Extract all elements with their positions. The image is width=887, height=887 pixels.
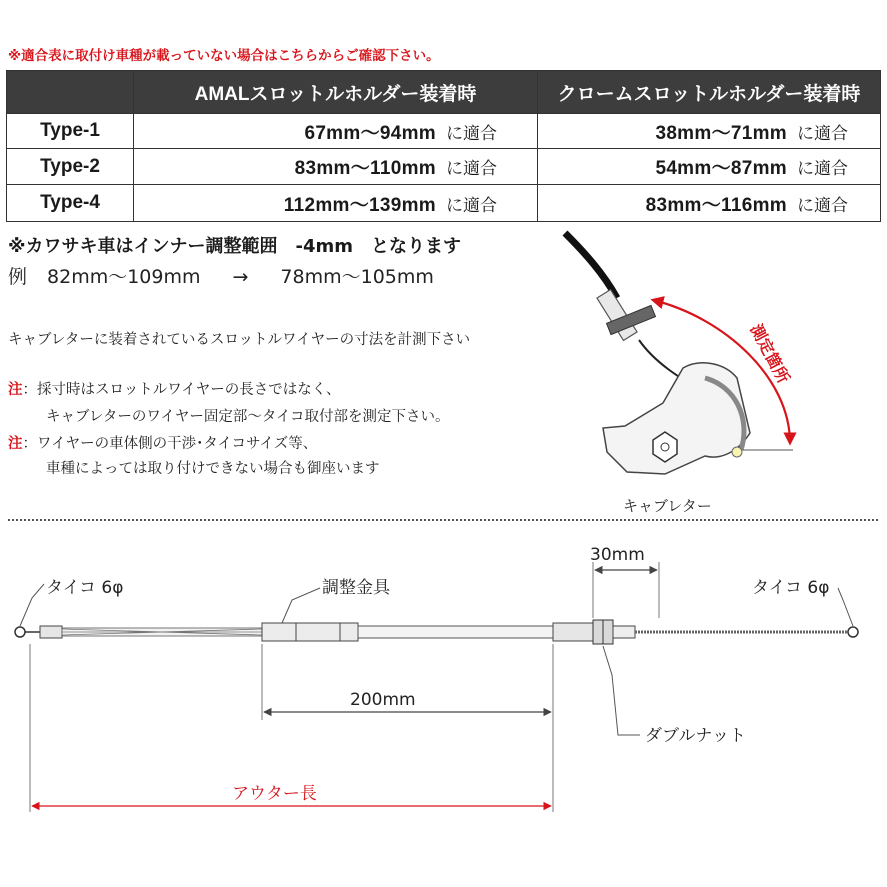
fit-label: に適合 bbox=[797, 159, 848, 178]
amal-cell bbox=[134, 185, 538, 222]
right-taiko-icon bbox=[848, 627, 858, 637]
fit-label: に適合 bbox=[446, 123, 497, 143]
table-header-amal: AMALスロットルホルダー装着時 bbox=[134, 71, 538, 114]
fit-label: に適合 bbox=[797, 123, 848, 143]
outer-tube bbox=[358, 626, 553, 638]
chrome-cell bbox=[538, 185, 881, 222]
double-nut-leader bbox=[603, 646, 640, 735]
measure-label: 測定箇所 bbox=[746, 320, 794, 387]
chrome-cell bbox=[538, 149, 881, 185]
note-text: ：ワイヤーの車体側の干渉･タイコサイズ等、 bbox=[22, 436, 318, 452]
note-1 bbox=[8, 378, 340, 399]
adjuster-leader bbox=[282, 588, 320, 623]
fit-label: に適合 bbox=[446, 195, 497, 215]
carburetor-figure bbox=[555, 228, 805, 523]
amal-range: 67mm〜94mm bbox=[304, 122, 436, 144]
fitment-notice[interactable]: ※適合表に取付け車種が載っていない場合はこちらからご確認下さい。 bbox=[8, 48, 440, 64]
table-header-blank bbox=[7, 71, 134, 114]
left-end-fitting bbox=[40, 626, 62, 638]
example-label: 例 bbox=[8, 266, 28, 288]
cable-diagram bbox=[0, 530, 887, 830]
type-cell: Type-1 bbox=[7, 114, 134, 149]
section-divider bbox=[8, 519, 878, 521]
example-arrow: → bbox=[232, 266, 249, 288]
fit-label: に適合 bbox=[446, 159, 497, 178]
chrome-range: 38mm〜71mm bbox=[655, 122, 787, 144]
fit-label: に適合 bbox=[797, 195, 848, 215]
adjuster-body bbox=[262, 623, 358, 641]
amal-cell bbox=[134, 149, 538, 185]
type-cell: Type-4 bbox=[7, 185, 134, 222]
carburetor-caption: キャブレター bbox=[623, 497, 712, 515]
fitment-table bbox=[6, 70, 881, 222]
amal-cell bbox=[134, 114, 538, 149]
table-row bbox=[7, 114, 881, 149]
example-from: 82mm〜109mm bbox=[47, 266, 201, 288]
note-label: 注 bbox=[8, 436, 23, 452]
table-header-chrome: クロームスロットルホルダー装着時 bbox=[538, 71, 881, 114]
thread-tip bbox=[613, 626, 635, 638]
note-2-line-2: 車種によっては取り付けできない場合も御座います bbox=[46, 461, 380, 477]
chrome-range: 83mm〜116mm bbox=[645, 194, 787, 216]
example-line bbox=[8, 262, 434, 289]
double-nut-a bbox=[593, 620, 603, 644]
dim200-label: 200mm bbox=[350, 690, 416, 710]
dim30-label: 30mm bbox=[590, 545, 645, 565]
table-row bbox=[7, 185, 881, 222]
table-header-row bbox=[7, 71, 881, 114]
right-taiko-label: タイコ 6φ bbox=[752, 578, 830, 598]
left-taiko-icon bbox=[15, 627, 25, 637]
note-1-line-2: キャブレターのワイヤー固定部〜タイコ取付部を測定下さい。 bbox=[46, 409, 450, 425]
note-label: 注 bbox=[8, 382, 23, 398]
outer-length-label: アウター長 bbox=[232, 784, 317, 804]
measure-instruction: キャブレターに装着されているスロットルワイヤーの寸法を計測下さい bbox=[8, 332, 471, 348]
note-2 bbox=[8, 432, 317, 453]
type-cell: Type-2 bbox=[7, 149, 134, 185]
amal-range: 83mm〜110mm bbox=[294, 158, 436, 179]
kawasaki-note: ※カワサキ車はインナー調整範囲 -4mm となります bbox=[8, 236, 462, 257]
throttle-cable bbox=[565, 233, 617, 298]
left-taiko-label: タイコ 6φ bbox=[46, 578, 124, 598]
cable-end-fitting bbox=[553, 623, 593, 641]
chrome-cell bbox=[538, 114, 881, 149]
double-nut-b bbox=[603, 620, 613, 644]
example-to: 78mm〜105mm bbox=[280, 266, 434, 288]
note-text: ：採寸時はスロットルワイヤーの長さではなく、 bbox=[22, 382, 341, 398]
adjuster-label: 調整金具 bbox=[322, 578, 390, 598]
double-nut-label: ダブルナット bbox=[645, 726, 746, 746]
table-row bbox=[7, 149, 881, 185]
taiko-end bbox=[732, 447, 742, 457]
chrome-range: 54mm〜87mm bbox=[655, 158, 787, 179]
amal-range: 112mm〜139mm bbox=[283, 194, 436, 216]
left-taiko-leader bbox=[20, 584, 44, 626]
carburetor-pulley bbox=[603, 363, 750, 474]
right-taiko-leader bbox=[838, 588, 853, 626]
